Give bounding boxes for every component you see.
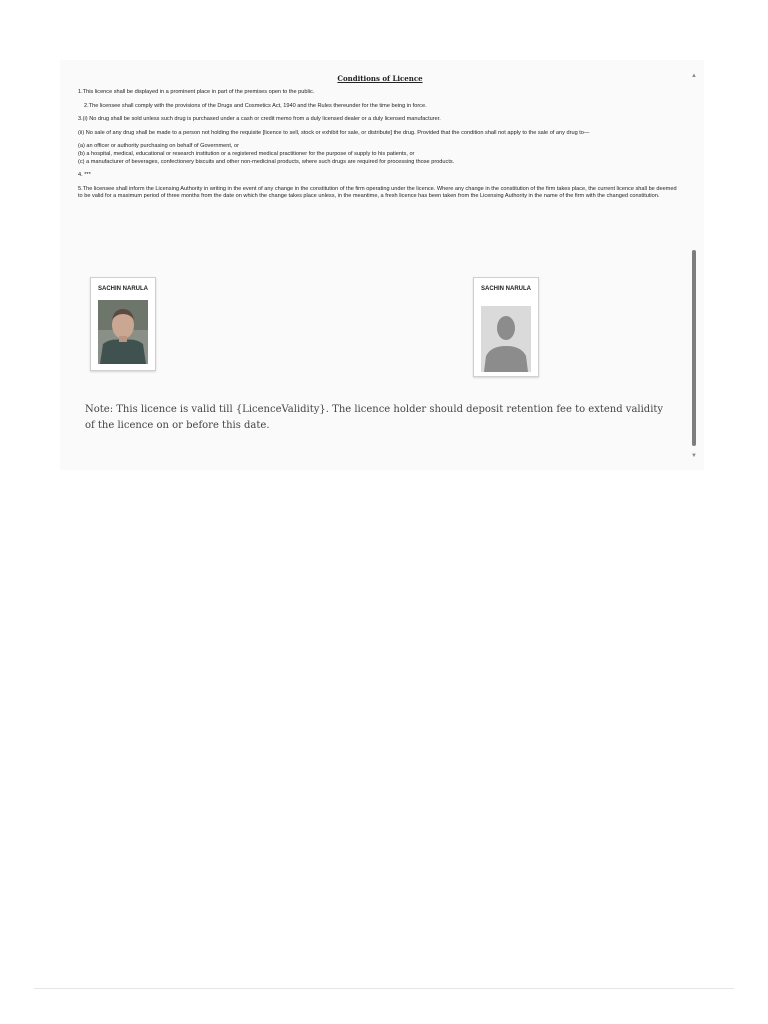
condition-2: 2.The licensee shall comply with the provisions of the Drugs and Cosmetics Act, 1940 and the Rules thereunder for the time being in force.: [84, 102, 427, 109]
conditions-content: [78, 72, 682, 431]
vertical-scrollbar[interactable]: [690, 72, 698, 460]
photo-row: [78, 277, 682, 377]
condition-3-ii-b: (b) a hospital, medical, educational or research institution or a registered medical practitioner for the purpose of supply to his patients, or: [78, 150, 415, 157]
condition-1: 1.This licence shall be displayed in a prominent place in part of the premises open to the public.: [78, 89, 315, 95]
photo-holder-name: SACHIN NARULA: [98, 286, 148, 292]
condition-3-ii-a: (a) an officer or authority purchasing on behalf of Government, or: [78, 143, 239, 150]
triangle-up-icon[interactable]: ▲: [691, 73, 697, 79]
licence-conditions-panel: [60, 60, 704, 470]
triangle-down-icon[interactable]: ▼: [691, 453, 697, 459]
holder-photo: [98, 300, 148, 364]
scroll-thumb[interactable]: [692, 250, 696, 446]
photo-card: [473, 277, 539, 377]
avatar-placeholder-icon: [481, 306, 531, 372]
condition-3-ii: (ii) No sale of any drug shall be made to a person not holding the requisite [licence to sell, stock or exhibit for sale, or distribute] the drug. Provided that the condition shall not apply to the sale of any drug to—: [78, 129, 590, 136]
condition-5: 5.The licensee shall inform the Licensing Authority in writing in the event of any change in the constitution of the firm operating under the licence. Where any change in the constitution of the firm takes place, the current licence shall be deemed to be valid for a maximum period of three months from the date on which the change takes place unless, in the meantime, a fresh licence has been taken from the Licensing Authority in the name of the firm with the changed constitution.: [78, 185, 677, 200]
divider: [34, 988, 734, 989]
condition-3-ii-c: (c) a manufacturer of beverages, confectionery biscuits and other non-medicinal products, where such drugs are required for processing those products.: [78, 158, 455, 165]
photo-card: [90, 277, 156, 371]
condition-3-i: 3.(i) No drug shall be sold unless such drug is purchased under a cash or credit memo from a duly licensed dealer or a duly licensed manufacturer.: [78, 116, 441, 123]
condition-4: 4. ***: [78, 172, 91, 179]
photo-holder-name: SACHIN NARULA: [481, 286, 531, 292]
licence-validity-note: Note: This licence is valid till {LicenceValidity}. The licence holder should deposit retention fee to extend validity of the licence on or before this date.: [85, 404, 664, 431]
document-title: Conditions of Licence: [337, 74, 423, 83]
